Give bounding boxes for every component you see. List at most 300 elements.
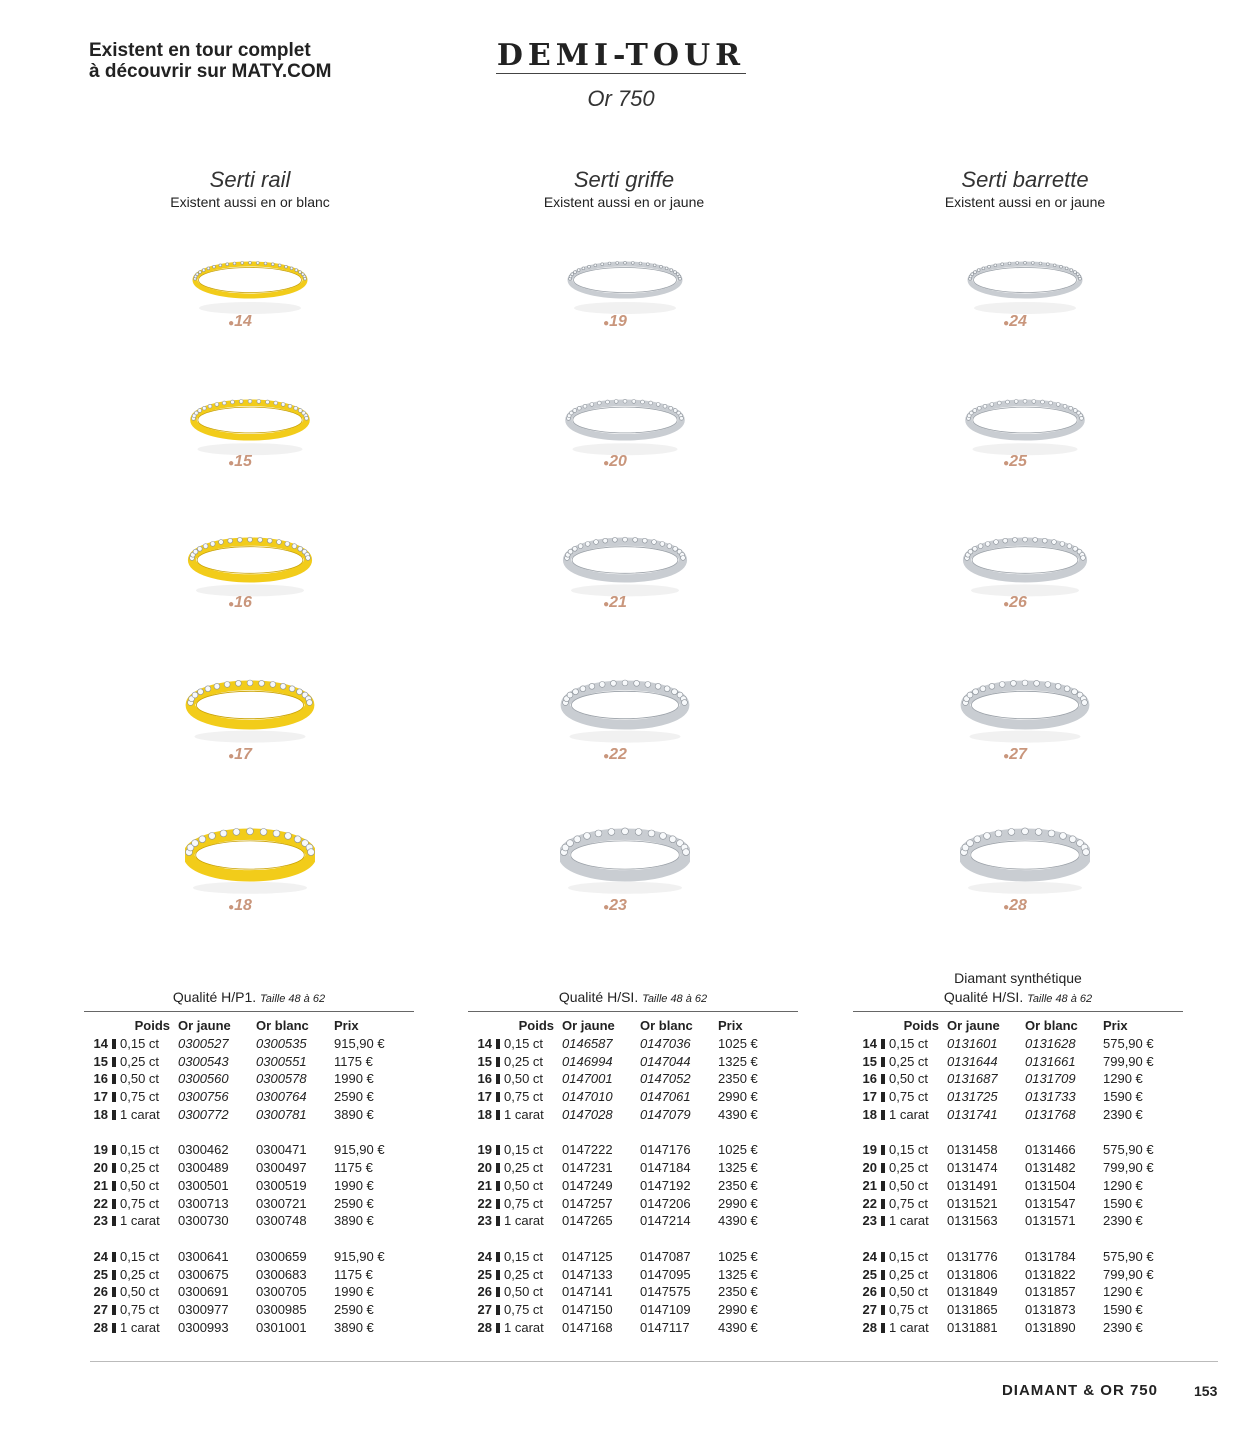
ring-bullet: ● xyxy=(1003,458,1010,469)
ring-number-text: 18 xyxy=(234,897,252,914)
cell-or-blanc: 0131733 xyxy=(1025,1089,1076,1105)
row-marker-icon xyxy=(112,1323,116,1333)
ring-image xyxy=(185,815,315,905)
ring-number xyxy=(550,746,680,764)
cell-marker xyxy=(492,1141,504,1159)
group-gap xyxy=(468,1124,798,1142)
ring-bullet: ● xyxy=(228,318,235,329)
row-marker-icon xyxy=(496,1039,500,1049)
cell-or-jaune: 0131563 xyxy=(947,1213,998,1229)
table-row xyxy=(468,1301,798,1319)
cell-marker xyxy=(877,1106,889,1124)
cell-poids: 1 carat xyxy=(120,1106,160,1122)
title-divider xyxy=(496,73,746,74)
cell-marker xyxy=(877,1212,889,1230)
cell-or-jaune: 0147257 xyxy=(562,1195,613,1211)
cell-ring-ref: 15 xyxy=(862,1053,877,1069)
ring-bullet: ● xyxy=(603,458,610,469)
ring-number-text: 24 xyxy=(1009,313,1027,330)
cell-or-blanc: 0131822 xyxy=(1025,1266,1076,1282)
page-number: 153 xyxy=(1194,1383,1218,1399)
cell-or-blanc: 0147052 xyxy=(640,1071,691,1087)
quality-label: Qualité H/SI. xyxy=(943,989,1024,1005)
row-marker-icon xyxy=(881,1305,885,1315)
cell-or-jaune: 0131865 xyxy=(947,1302,998,1318)
row-marker-icon xyxy=(496,1057,500,1067)
cell-prix: 4390 € xyxy=(718,1319,758,1335)
row-marker-icon xyxy=(496,1287,500,1297)
cell-prix: 1325 € xyxy=(718,1053,758,1069)
cell-poids: 0,75 ct xyxy=(120,1302,160,1318)
cell-poids: 0,50 ct xyxy=(504,1177,544,1193)
cell-or-jaune: 0147001 xyxy=(562,1071,613,1087)
cell-ring-ref: 24 xyxy=(93,1248,108,1264)
cell-marker xyxy=(492,1301,504,1319)
cell-marker xyxy=(108,1266,120,1284)
row-marker-icon xyxy=(112,1287,116,1297)
cell-prix: 2390 € xyxy=(1103,1319,1143,1335)
cell-or-blanc: 0147184 xyxy=(640,1160,691,1176)
ring-image xyxy=(960,815,1090,905)
cell-poids: 0,25 ct xyxy=(504,1160,544,1176)
column-note: Existent aussi en or jaune xyxy=(543,194,705,210)
cell-poids: 0,25 ct xyxy=(889,1266,929,1282)
cell-prix: 1325 € xyxy=(718,1160,758,1176)
table-row xyxy=(853,1088,1183,1106)
table-row xyxy=(468,1141,798,1159)
cell-prix: 2590 € xyxy=(334,1195,374,1211)
cell-poids: 1 carat xyxy=(120,1213,160,1229)
table-row xyxy=(468,1319,798,1337)
ring-number xyxy=(950,594,1080,612)
cell-or-blanc: 0300985 xyxy=(256,1302,307,1318)
cell-prix: 1290 € xyxy=(1103,1071,1143,1087)
cell-ring-ref: 28 xyxy=(93,1319,108,1335)
cell-prix: 1590 € xyxy=(1103,1302,1143,1318)
cell-prix: 575,90 € xyxy=(1103,1142,1154,1158)
cell-prix: 1025 € xyxy=(718,1142,758,1158)
quality-label: Qualité H/P1. xyxy=(172,989,257,1005)
cell-poids: 0,75 ct xyxy=(504,1195,544,1211)
cell-prix: 1990 € xyxy=(334,1071,374,1087)
cell-or-jaune: 0131521 xyxy=(947,1195,998,1211)
row-marker-icon xyxy=(881,1092,885,1102)
ring-number xyxy=(175,897,305,915)
cell-marker xyxy=(108,1070,120,1088)
table-row xyxy=(853,1035,1183,1053)
cell-or-blanc: 0147109 xyxy=(640,1302,691,1318)
cell-or-blanc: 0147079 xyxy=(640,1106,691,1122)
cell-or-jaune: 0300527 xyxy=(178,1035,229,1051)
page-subtitle: Or 750 xyxy=(587,86,655,111)
ring-number-text: 23 xyxy=(609,897,627,914)
ring-number xyxy=(550,897,680,915)
cell-poids: 0,15 ct xyxy=(889,1035,929,1051)
row-marker-icon xyxy=(496,1145,500,1155)
cell-or-jaune: 0300462 xyxy=(178,1142,229,1158)
row-marker-icon xyxy=(881,1270,885,1280)
cell-ring-ref: 27 xyxy=(862,1302,877,1318)
ring-number-text: 16 xyxy=(234,594,252,611)
cell-prix: 2390 € xyxy=(1103,1106,1143,1122)
cell-or-jaune: 0300489 xyxy=(178,1160,229,1176)
row-marker-icon xyxy=(112,1216,116,1226)
cell-marker xyxy=(108,1301,120,1319)
cell-or-blanc: 0300683 xyxy=(256,1266,307,1282)
ring-bullet: ● xyxy=(603,902,610,913)
ring-image xyxy=(560,815,690,905)
cell-or-jaune: 0300641 xyxy=(178,1248,229,1264)
table-caption xyxy=(468,988,798,1009)
cell-or-blanc: 0131857 xyxy=(1025,1284,1076,1300)
row-marker-icon xyxy=(881,1252,885,1262)
header-poids: Poids xyxy=(518,1018,554,1033)
column-heading xyxy=(50,167,450,211)
ring-number-text: 22 xyxy=(609,746,627,763)
cell-marker xyxy=(108,1088,120,1106)
cell-ring-ref: 18 xyxy=(477,1106,492,1122)
cell-marker xyxy=(492,1319,504,1337)
cell-marker xyxy=(108,1248,120,1266)
cell-ring-ref: 19 xyxy=(477,1142,492,1158)
cell-or-jaune: 0131881 xyxy=(947,1319,998,1335)
cell-or-jaune: 0131776 xyxy=(947,1248,998,1264)
cell-or-jaune: 0300713 xyxy=(178,1195,229,1211)
cell-prix: 1325 € xyxy=(718,1266,758,1282)
cell-poids: 0,75 ct xyxy=(120,1195,160,1211)
header-or-blanc: Or blanc xyxy=(640,1018,693,1033)
table-row xyxy=(84,1141,414,1159)
cell-ring-ref: 14 xyxy=(477,1035,492,1051)
ring-number-text: 21 xyxy=(609,594,627,611)
table-row xyxy=(468,1070,798,1088)
row-marker-icon xyxy=(112,1039,116,1049)
cell-ring-ref: 20 xyxy=(862,1160,877,1176)
table-row xyxy=(84,1212,414,1230)
cell-or-jaune: 0147010 xyxy=(562,1089,613,1105)
cell-poids: 1 carat xyxy=(504,1319,544,1335)
cell-or-jaune: 0131491 xyxy=(947,1177,998,1193)
row-marker-icon xyxy=(496,1199,500,1209)
cell-ring-ref: 16 xyxy=(862,1071,877,1087)
cell-ring-ref: 18 xyxy=(93,1106,108,1122)
table-caption xyxy=(84,988,414,1009)
cell-marker xyxy=(492,1159,504,1177)
header-prix: Prix xyxy=(334,1018,359,1033)
cell-or-jaune: 0147168 xyxy=(562,1319,613,1335)
cell-or-jaune: 0300756 xyxy=(178,1089,229,1105)
ring-bullet: ● xyxy=(1003,318,1010,329)
header-poids: Poids xyxy=(134,1018,170,1033)
cell-ring-ref: 23 xyxy=(862,1213,877,1229)
cell-or-blanc: 0300721 xyxy=(256,1195,307,1211)
column-heading xyxy=(825,167,1225,211)
cell-marker xyxy=(877,1177,889,1195)
price-table xyxy=(468,988,798,1337)
cell-poids: 1 carat xyxy=(889,1106,929,1122)
cell-ring-ref: 14 xyxy=(862,1035,877,1051)
cell-poids: 0,15 ct xyxy=(504,1142,544,1158)
cell-or-jaune: 0131806 xyxy=(947,1266,998,1282)
table-row xyxy=(468,1283,798,1301)
cell-or-blanc: 0147061 xyxy=(640,1089,691,1105)
table-row xyxy=(468,1088,798,1106)
table-row xyxy=(84,1283,414,1301)
cell-marker xyxy=(877,1301,889,1319)
cell-or-jaune: 0300730 xyxy=(178,1213,229,1229)
cell-prix: 2590 € xyxy=(334,1089,374,1105)
table-row xyxy=(84,1035,414,1053)
ring-number-text: 26 xyxy=(1009,594,1027,611)
ring-number xyxy=(175,594,305,612)
cell-ring-ref: 23 xyxy=(93,1213,108,1229)
cell-or-blanc: 0300519 xyxy=(256,1177,307,1193)
header-prix: Prix xyxy=(1103,1018,1128,1033)
cell-marker xyxy=(492,1283,504,1301)
cell-prix: 1290 € xyxy=(1103,1284,1143,1300)
ring-number-text: 15 xyxy=(234,453,252,470)
cell-or-blanc: 0131873 xyxy=(1025,1302,1076,1318)
cell-marker xyxy=(108,1283,120,1301)
row-marker-icon xyxy=(112,1305,116,1315)
table-row xyxy=(84,1070,414,1088)
table-row xyxy=(853,1248,1183,1266)
size-label: Taille 48 à 62 xyxy=(642,993,708,1005)
cell-marker xyxy=(492,1088,504,1106)
cell-poids: 1 carat xyxy=(504,1213,544,1229)
table-caption xyxy=(853,988,1183,1009)
ring-bullet: ● xyxy=(228,751,235,762)
cell-prix: 2590 € xyxy=(334,1302,374,1318)
header-or-blanc: Or blanc xyxy=(256,1018,309,1033)
cell-prix: 915,90 € xyxy=(334,1142,385,1158)
cell-marker xyxy=(108,1212,120,1230)
cell-or-jaune: 0147125 xyxy=(562,1248,613,1264)
row-marker-icon xyxy=(881,1163,885,1173)
ring-number-text: 17 xyxy=(234,746,252,763)
footer-label: DIAMANT & OR 750 xyxy=(1001,1382,1158,1399)
cell-prix: 2990 € xyxy=(718,1195,758,1211)
cell-prix: 2350 € xyxy=(718,1071,758,1087)
cell-or-jaune: 0131687 xyxy=(947,1071,998,1087)
cell-ring-ref: 28 xyxy=(477,1319,492,1335)
ring-number xyxy=(175,313,305,331)
cell-or-jaune: 0147265 xyxy=(562,1213,613,1229)
cell-poids: 0,15 ct xyxy=(889,1142,929,1158)
ring-bullet: ● xyxy=(1003,751,1010,762)
cell-or-blanc: 0131547 xyxy=(1025,1195,1076,1211)
cell-or-blanc: 0147117 xyxy=(640,1319,690,1335)
cell-or-blanc: 0300471 xyxy=(256,1142,307,1158)
ring-number xyxy=(550,594,680,612)
group-gap xyxy=(84,1124,414,1142)
size-label: Taille 48 à 62 xyxy=(1027,993,1093,1005)
column-note: Existent aussi en or jaune xyxy=(944,194,1106,210)
cell-prix: 3890 € xyxy=(334,1106,374,1122)
table-caption-top: Diamant synthétique xyxy=(954,970,1082,986)
cell-ring-ref: 19 xyxy=(862,1142,877,1158)
cell-or-blanc: 0300748 xyxy=(256,1213,307,1229)
cell-prix: 575,90 € xyxy=(1103,1248,1154,1264)
cell-poids: 1 carat xyxy=(504,1106,544,1122)
table-row xyxy=(853,1177,1183,1195)
cell-or-jaune: 0300977 xyxy=(178,1302,229,1318)
cell-or-blanc: 0147575 xyxy=(640,1284,691,1300)
cell-prix: 1590 € xyxy=(1103,1089,1143,1105)
cell-poids: 0,75 ct xyxy=(889,1195,929,1211)
cell-poids: 1 carat xyxy=(120,1319,160,1335)
cell-prix: 2350 € xyxy=(718,1284,758,1300)
cell-marker xyxy=(877,1035,889,1053)
size-label: Taille 48 à 62 xyxy=(260,993,326,1005)
cell-ring-ref: 17 xyxy=(477,1089,492,1105)
cell-or-blanc: 0131628 xyxy=(1025,1035,1076,1051)
cell-marker xyxy=(877,1195,889,1213)
table-row xyxy=(853,1266,1183,1284)
column-heading xyxy=(424,167,824,211)
table-row xyxy=(468,1106,798,1124)
ring-number-text: 25 xyxy=(1009,453,1027,470)
cell-or-jaune: 0147150 xyxy=(562,1302,613,1318)
cell-or-jaune: 0147222 xyxy=(562,1142,613,1158)
table-row xyxy=(84,1053,414,1071)
table-row xyxy=(468,1212,798,1230)
row-marker-icon xyxy=(881,1216,885,1226)
cell-marker xyxy=(108,1106,120,1124)
cell-or-blanc: 0300764 xyxy=(256,1089,307,1105)
ring-number xyxy=(950,313,1080,331)
cell-or-blanc: 0131482 xyxy=(1025,1160,1076,1176)
ring-number xyxy=(175,746,305,764)
page-title: DEMI-TOUR xyxy=(496,38,746,73)
table-divider xyxy=(84,1011,414,1012)
cell-or-jaune: 0300772 xyxy=(178,1106,229,1122)
table-row xyxy=(853,1106,1183,1124)
cell-poids: 0,50 ct xyxy=(120,1071,160,1087)
cell-marker xyxy=(108,1319,120,1337)
cell-poids: 0,25 ct xyxy=(120,1053,160,1069)
ring-number xyxy=(175,453,305,471)
header-poids: Poids xyxy=(903,1018,939,1033)
cell-ring-ref: 17 xyxy=(862,1089,877,1105)
cell-marker xyxy=(492,1266,504,1284)
cell-or-jaune: 0131849 xyxy=(947,1284,998,1300)
cell-ring-ref: 27 xyxy=(93,1302,108,1318)
row-marker-icon xyxy=(112,1163,116,1173)
cell-marker xyxy=(877,1159,889,1177)
row-marker-icon xyxy=(881,1039,885,1049)
cell-prix: 1025 € xyxy=(718,1035,758,1051)
cell-marker xyxy=(877,1053,889,1071)
table-row xyxy=(84,1319,414,1337)
cell-or-blanc: 0131661 xyxy=(1025,1053,1076,1069)
row-marker-icon xyxy=(881,1323,885,1333)
cell-prix: 915,90 € xyxy=(334,1035,385,1051)
ring-bullet: ● xyxy=(603,751,610,762)
ring-number-text: 14 xyxy=(234,313,252,330)
row-marker-icon xyxy=(881,1145,885,1155)
cell-prix: 1175 € xyxy=(334,1160,373,1176)
ring-number-text: 19 xyxy=(609,313,627,330)
cell-ring-ref: 25 xyxy=(862,1266,877,1282)
cell-or-jaune: 0131458 xyxy=(947,1142,998,1158)
cell-poids: 0,75 ct xyxy=(889,1302,929,1318)
cell-ring-ref: 20 xyxy=(477,1160,492,1176)
footer-divider xyxy=(90,1361,1218,1362)
header-prix: Prix xyxy=(718,1018,743,1033)
cell-or-blanc: 0300497 xyxy=(256,1160,307,1176)
cell-or-jaune: 0300691 xyxy=(178,1284,229,1300)
header-or-jaune: Or jaune xyxy=(947,1018,1000,1033)
cell-poids: 0,15 ct xyxy=(120,1248,160,1264)
row-marker-icon xyxy=(112,1252,116,1262)
table-row xyxy=(84,1159,414,1177)
cell-poids: 0,50 ct xyxy=(120,1284,160,1300)
table-row xyxy=(468,1248,798,1266)
table-row xyxy=(84,1195,414,1213)
table-row xyxy=(468,1053,798,1071)
cell-prix: 2990 € xyxy=(718,1302,758,1318)
column-note: Existent aussi en or blanc xyxy=(170,194,330,210)
cell-marker xyxy=(877,1319,889,1337)
cell-poids: 0,25 ct xyxy=(504,1053,544,1069)
row-marker-icon xyxy=(496,1181,500,1191)
cell-or-jaune: 0146587 xyxy=(562,1035,613,1051)
group-gap xyxy=(853,1230,1183,1248)
table-divider xyxy=(853,1011,1183,1012)
cell-or-blanc: 0300535 xyxy=(256,1035,307,1051)
cell-or-blanc: 0147095 xyxy=(640,1266,691,1282)
cell-or-blanc: 0301001 xyxy=(256,1319,307,1335)
ring-bullet: ● xyxy=(1003,902,1010,913)
cell-ring-ref: 24 xyxy=(862,1248,877,1264)
cell-or-blanc: 0147192 xyxy=(640,1177,691,1193)
cell-prix: 1025 € xyxy=(718,1248,758,1264)
ring-number-text: 27 xyxy=(1009,746,1027,763)
cell-or-blanc: 0147087 xyxy=(640,1248,691,1264)
table-row xyxy=(84,1177,414,1195)
cell-prix: 799,90 € xyxy=(1103,1053,1154,1069)
cell-poids: 1 carat xyxy=(889,1319,929,1335)
cell-or-jaune: 0131474 xyxy=(947,1160,998,1176)
cell-marker xyxy=(108,1195,120,1213)
cell-poids: 0,25 ct xyxy=(120,1266,160,1282)
row-marker-icon xyxy=(881,1199,885,1209)
promo-line-2: à découvrir sur MATY.COM xyxy=(89,61,332,82)
cell-ring-ref: 21 xyxy=(477,1177,492,1193)
cell-or-blanc: 0147206 xyxy=(640,1195,691,1211)
cell-or-blanc: 0131784 xyxy=(1025,1248,1076,1264)
row-marker-icon xyxy=(496,1252,500,1262)
table-row xyxy=(84,1248,414,1266)
cell-poids: 0,75 ct xyxy=(120,1089,160,1105)
cell-or-blanc: 0147044 xyxy=(640,1053,691,1069)
cell-or-blanc: 0131709 xyxy=(1025,1071,1076,1087)
cell-prix: 799,90 € xyxy=(1103,1266,1154,1282)
cell-poids: 0,50 ct xyxy=(889,1177,929,1193)
row-marker-icon xyxy=(881,1181,885,1191)
cell-poids: 0,50 ct xyxy=(504,1071,544,1087)
cell-ring-ref: 24 xyxy=(477,1248,492,1264)
cell-prix: 2350 € xyxy=(718,1177,758,1193)
ring-number xyxy=(550,313,680,331)
cell-or-jaune: 0131644 xyxy=(947,1053,998,1069)
column-title: Serti rail xyxy=(209,167,291,192)
cell-or-blanc: 0147176 xyxy=(640,1142,691,1158)
cell-or-jaune: 0131725 xyxy=(947,1089,998,1105)
ring-image xyxy=(960,665,1090,755)
cell-poids: 0,50 ct xyxy=(120,1177,160,1193)
